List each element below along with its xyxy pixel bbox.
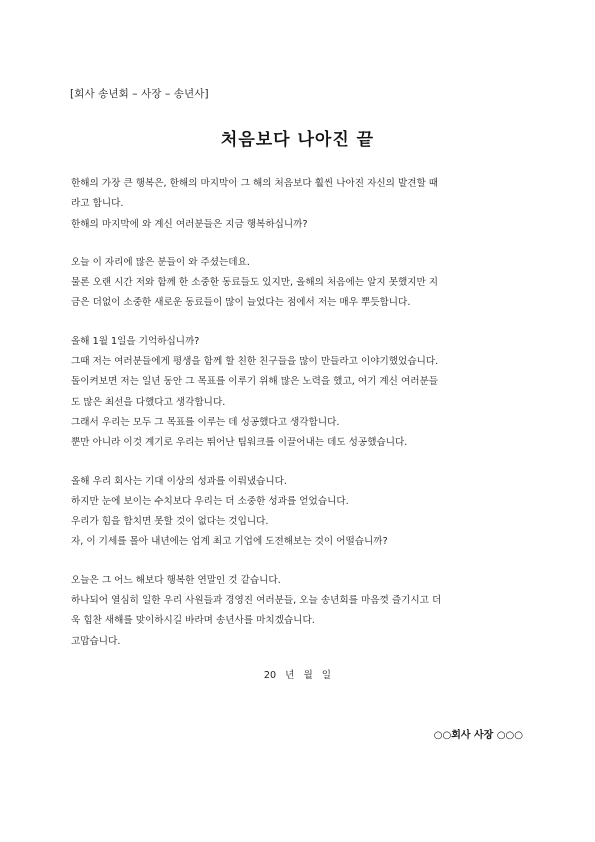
body-line: 올해 우리 회사는 기대 이상의 성과를 이뤄냈습니다.: [71, 475, 287, 487]
body-line: 그때 저는 여러분들에게 평생을 함께 할 친한 친구들을 많이 만들라고 이야기했었습니다.: [71, 356, 439, 368]
paragraph: [71, 571, 531, 652]
paragraph: [71, 472, 531, 553]
document-title: 처음보다 나아진 끝: [220, 130, 375, 150]
body-line: 뿐만 아니라 이것 계기로 우리는 뛰어난 팀워크를 이끌어내는 데도 성공했습니다.: [71, 437, 408, 449]
body-line: 오늘은 그 어느 해보다 행복한 연말인 것 같습니다.: [71, 574, 281, 586]
body-line: 자, 이 기세를 몰아 내년에는 업계 최고 기업에 도전해보는 것이 어떨습니까?: [71, 536, 388, 548]
body-line: 한해의 마지막에 와 계신 여러분들은 지금 행복하십니까?: [71, 218, 308, 230]
body-line: 도 많은 최선을 다했다고 생각합니다.: [71, 396, 226, 408]
document-category: [회사 송년회 – 사장 – 송년사]: [70, 88, 209, 100]
signature: ○○회사 사장 ○○○: [433, 730, 523, 741]
body-line: 하나되어 열심히 일한 우리 사원들과 경영진 여러분들, 오늘 송년회를 마음껏 즐기시고 더: [71, 595, 442, 607]
body-line: 물론 오랜 시간 저와 함께 한 소중한 동료들도 있지만, 올해의 처음에는 알지 못했지만 지: [71, 277, 439, 289]
body-line: 하지만 눈에 보이는 수치보다 우리는 더 소중한 성과를 얻었습니다.: [71, 495, 349, 507]
body-line: 오늘 이 자리에 많은 분들이 와 주셨는데요.: [71, 256, 250, 268]
paragraph: [71, 253, 531, 314]
body-line: 올해 1월 1일을 기억하십니까?: [71, 335, 200, 347]
date-line: 20 년 월 일: [263, 670, 332, 681]
paragraph: [71, 174, 531, 235]
body-line: 그래서 우리는 모두 그 목표를 이루는 데 성공했다고 생각합니다.: [71, 416, 340, 428]
body-line: 금은 더없이 소중한 새로운 동료들이 많이 늘었다는 점에서 저는 매우 뿌듯합니다.: [71, 297, 411, 309]
body-line: 욱 힘찬 새해를 맞이하시길 바라며 송년사를 마치겠습니다.: [71, 615, 315, 627]
body-line: 우리가 힘을 합치면 못할 것이 없다는 것입니다.: [71, 516, 269, 528]
paragraph: [71, 332, 531, 454]
body-line: 라고 합니다.: [71, 198, 124, 210]
body-line: 돌이켜보면 저는 일년 동안 그 목표를 이루기 위해 많은 노력을 했고, 여기 계신 여러분들: [71, 376, 439, 388]
body-line: 한해의 가장 큰 행복은, 한해의 마지막이 그 해의 처음보다 훨씬 나아진 자신의 발견할 때: [71, 178, 439, 189]
document-body: [71, 174, 531, 670]
body-line: 고맙습니다.: [71, 635, 121, 647]
